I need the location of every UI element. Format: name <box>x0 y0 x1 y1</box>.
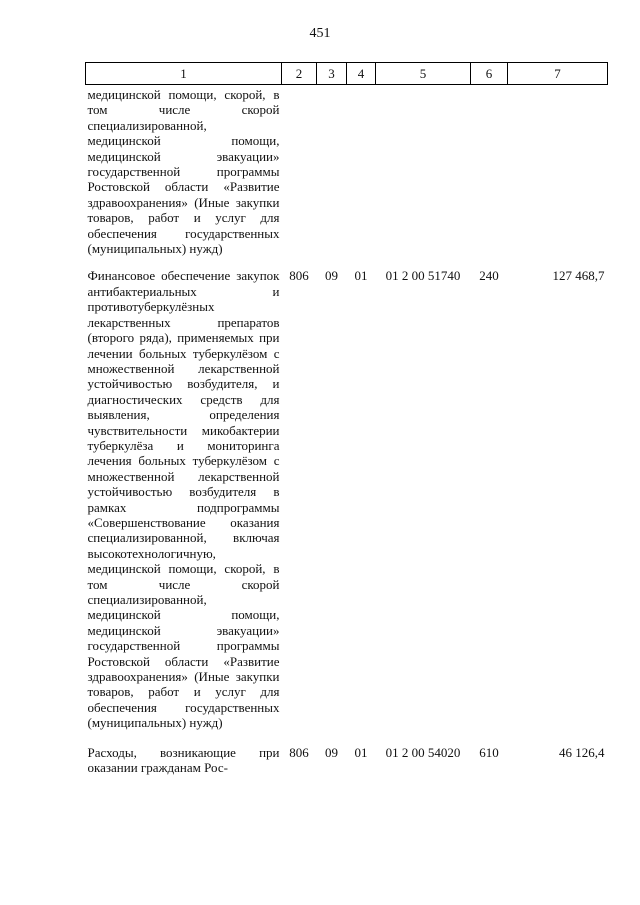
row-amount <box>508 85 608 263</box>
row-subsection <box>347 85 376 263</box>
row-target-article: 01 2 00 51740 <box>385 268 461 284</box>
page-number: 451 <box>309 26 331 41</box>
budget-table <box>85 62 608 783</box>
table-row <box>86 85 608 263</box>
row-description: медицинской помощи, скорой, в том числе скорой специализированной, медицинской помощи, медицинской эвакуации» государственной программы Ростовской области «Развитие здравоохранения» (Иные закупки товаров, работ и услуг для обеспечения государственных (муниципальных) нужд) <box>87 87 280 257</box>
column-header-3: 3 <box>317 63 347 85</box>
row-grbs <box>282 85 317 263</box>
table-row <box>86 739 608 784</box>
row-description: Финансовое обеспечение закупок антибактериальных и противотуберкулёзных лекарственных препаратов (второго ряда), применяемых при лечении больных туберкулёзом с множественной лекарственной устойчивостью возбудителя, и диагностических средств для выявления, определения чувствительности микобактерии туберкулёза и мониторинга лечения больных туберкулёзом с множественной лекарственной устойчивостью возбудителя в рамках подпрограммы «Совершенствование оказания специализированной, включая высокотехнологичную, медицинской помощи, скорой, в том числе скорой специализированной, медицинской помощи, медицинской эвакуации» государственной программы Ростовской области «Развитие здравоохранения» (Иные закупки товаров, работ и услуг для обеспечения государственных (муниципальных) нужд) <box>87 268 280 731</box>
row-subsection: 01 <box>354 744 368 760</box>
row-section: 09 <box>325 744 338 760</box>
row-amount: 46 126,4 <box>559 744 605 760</box>
row-section: 09 <box>325 268 338 284</box>
column-header-2: 2 <box>282 63 317 85</box>
row-expense-type: 610 <box>479 744 499 760</box>
row-expense-type: 240 <box>479 268 499 284</box>
table-row <box>86 262 608 738</box>
column-header-6: 6 <box>471 63 508 85</box>
column-header-5: 5 <box>376 63 471 85</box>
row-subsection: 01 <box>354 268 368 284</box>
row-section <box>317 85 347 263</box>
column-header-1: 1 <box>86 63 282 85</box>
column-header-4: 4 <box>347 63 376 85</box>
row-amount: 127 468,7 <box>552 268 605 284</box>
row-target-article <box>376 85 471 263</box>
row-grbs: 806 <box>289 744 309 760</box>
header-row <box>86 63 608 85</box>
row-grbs: 806 <box>289 268 309 284</box>
column-header-7: 7 <box>508 63 608 85</box>
row-target-article: 01 2 00 54020 <box>385 744 461 760</box>
row-expense-type <box>471 85 508 263</box>
row-description: Расходы, возникающие при оказании гражданам Рос- <box>87 744 280 776</box>
